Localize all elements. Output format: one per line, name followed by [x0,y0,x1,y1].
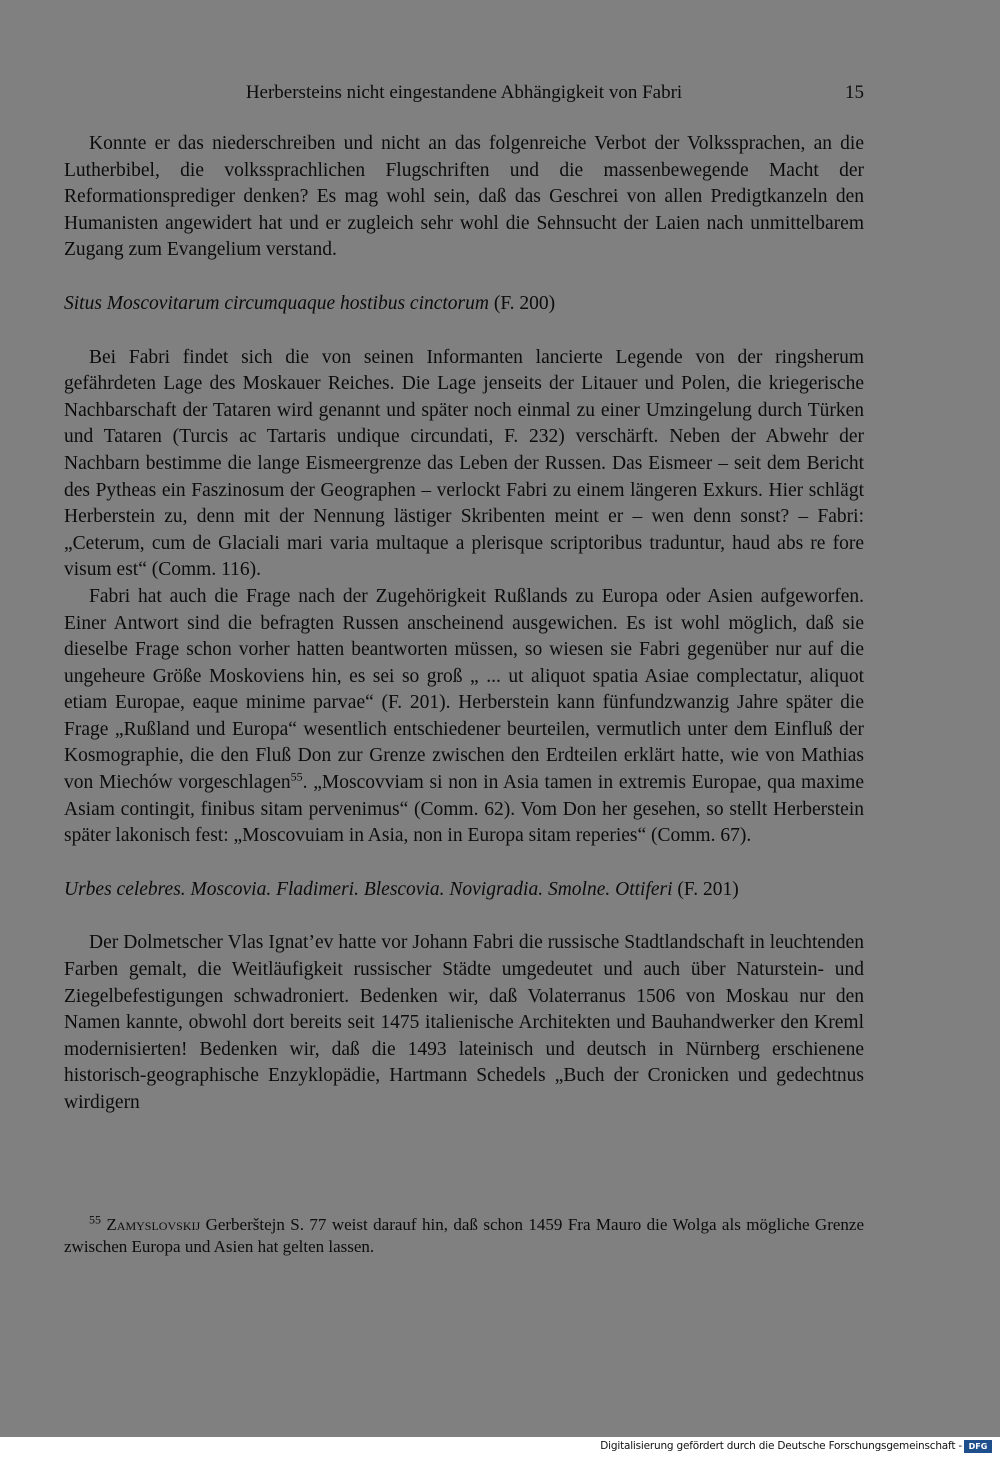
funding-credit: Digitalisierung gefördert durch die Deutsche Forschungsgemeinschaft - [600,1440,962,1452]
footnote-author: Zamyslovskij [106,1215,201,1234]
page-number: 15 [845,82,864,103]
paragraph [64,584,864,850]
paragraph-part: Fabri hat auch die Frage nach der Zugehörigkeit Rußlands zu Europa oder Asien aufgeworfen. Einer Antwort sind die befragten Russen anscheinend ausgewichen. Es ist wohl möglich, daß sie dieselbe Frage schon vorher hatten beantworten müssen, so wiesen sie Fabri gegenüber nur auf die ungeheure Größe Moskoviens hin, es sei so groß „ ... ut aliquot spatia Asiae complectatur, aliquot etiam Europae, eaque minime parvae“ (F. 201). Herberstein kann fünfundzwanzig Jahre später die Frage „Rußland und Europa“ wesentlich entschiedener beurteilen, vermutlich unter dem Einfluß der Kosmographie, die den Fluß Don zur Grenze zwischen den Erdteilen erklärt hatte, wie von Mathias von Miechów vorgeschlagen [64,585,864,794]
section-heading-ref: (F. 200) [488,292,556,314]
paragraph: Der Dolmetscher Vlas Ignat’ev hatte vor Johann Fabri die russische Stadtlandschaft in leuchtenden Farben gemalt, die Weitläufigkeit russischer Städte umgedeutet und auch über Naturstein- und Ziegelbefestigungen schwadroniert. Bedenken wir, daß Volaterranus 1506 von Moskau nur den Namen kannte, obwohl dort bereits seit 1475 italienische Architekten und Bauhandwerker den Kreml modernisierten! Bedenken wir, daß die 1493 lateinisch und deutsch in Nürnberg erschienene historisch-geographische Enzyklopädie, Hartmann Schedels „Buch der Cronicken und gedechtnus wirdigern [64,932,864,1113]
section-heading [64,877,864,904]
paragraph-part: . „Moscovviam si non in Asia tamen in extremis Europae, qua maxime Asiam contingit, finibus sitam pervenimus“ (Comm. 62). Vom Don her gesehen, so stellt Herberstein später lakonisch fest: „Moscovuiam in Asia, non in Europa sitam reperies“ (Comm. 67). [64,772,864,847]
section-heading-ref: (F. 201) [672,878,739,900]
footnote-number: 55 [89,1212,101,1227]
footnote-marker: 55 [290,769,303,784]
footnote-text: Gerberštejn S. 77 weist darauf hin, daß schon 1459 Fra Mauro die Wolga als mögliche Grenze zwischen Europa und Asien hat gelten lassen. [64,1215,864,1256]
footnote [64,1214,864,1258]
digitization-footer [0,1437,1000,1457]
section-heading-title: Urbes celebres. Moscovia. Fladimeri. Blescovia. Novigradia. Smolne. Ottiferi [64,878,673,900]
body-text [64,131,864,1117]
running-head [64,82,864,108]
section-heading-title: Situs Moscovitarum circumquaque hostibus cinctorum [64,292,489,314]
paragraph: Konnte er das niederschreiben und nicht an das folgenreiche Verbot der Volkssprachen, an die Lutherbibel, die volkssprachlichen Flugschriften und die massenbewegende Macht der Reformationsprediger denken? Es mag wohl sein, daß das Geschrei von allen Predigtkanzeln den Humanisten angewidert hat und er zugleich sehr wohl die Sehnsucht der Laien nach unmittelbarem Zugang zum Evangelium verstand. [64,133,864,261]
dfg-logo-icon: DFG [964,1440,992,1453]
section-heading [64,291,864,318]
running-title: Herbersteins nicht eingestandene Abhängigkeit von Fabri [245,82,683,103]
paragraph: Bei Fabri findet sich die von seinen Informanten lancierte Legende von der ringsherum gefährdeten Lage des Moskauer Reiches. Die Lage jenseits der Litauer und Polen, die kriegerische Nachbarschaft der Tataren wird genannt und später noch einmal zu einer Umzingelung durch Türken und Tataren (Turcis ac Tartaris undique circundati, F. 232) verschärft. Neben der Abwehr der Nachbarn bestimme die lange Eismeergrenze das Leben der Russen. Das Eismeer – seit dem Bericht des Pytheas ein Faszinosum der Geographen – verlockt Fabri zu einem längeren Exkurs. Hier schlägt Herberstein zu, denn mit der Nennung lästiger Skribenten meint er – wen denn sonst? – Fabri: „Ceterum, cum de Glaciali mari varia multaque a plerisque scriptoribus traduntur, haud abs re fore visum est“ (Comm. 116). [64,346,864,581]
